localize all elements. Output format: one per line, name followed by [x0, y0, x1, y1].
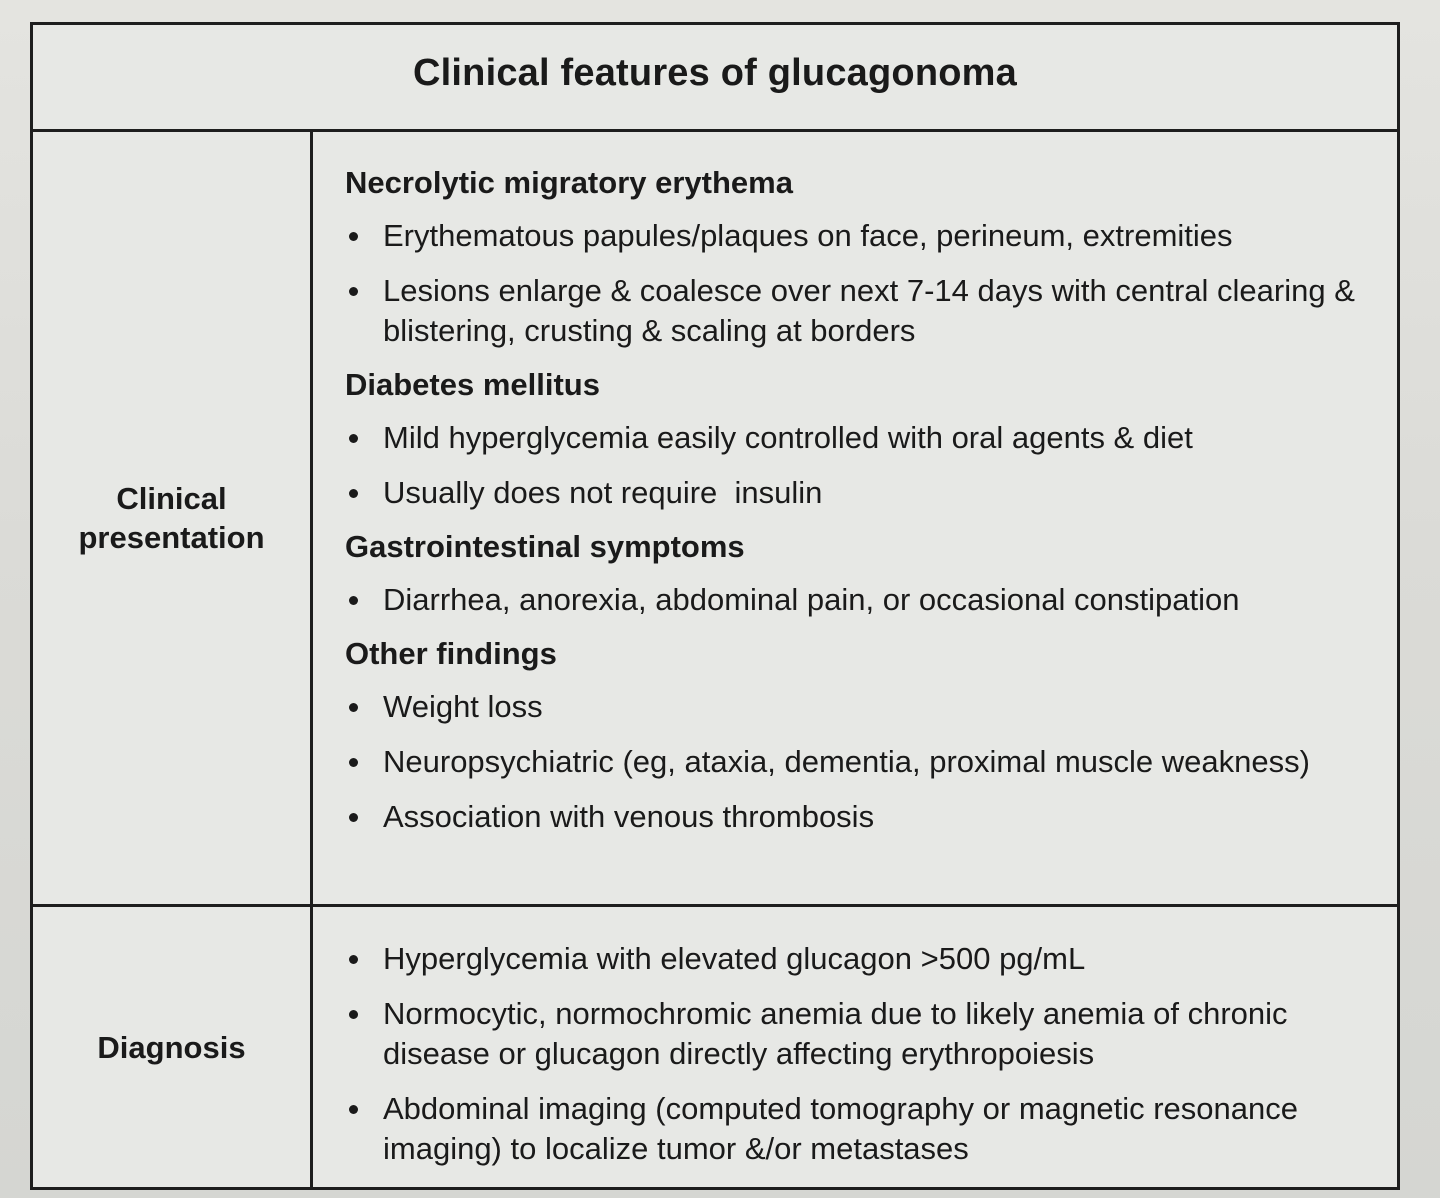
bullet-icon — [349, 1105, 358, 1114]
bullet-icon — [349, 596, 358, 605]
list-item-text: Weight loss — [383, 689, 543, 724]
list-item-text: Association with venous thrombosis — [383, 799, 875, 834]
table-title-row — [33, 25, 1397, 132]
bullet-icon — [349, 287, 358, 296]
diabetes-mellitus-list — [345, 418, 1377, 513]
list-item — [345, 994, 1377, 1074]
list-item — [345, 1089, 1377, 1169]
section-heading-other-findings: Other findings — [345, 636, 557, 671]
diagnosis-list — [345, 939, 1377, 1169]
list-item — [345, 216, 1377, 256]
list-item — [345, 473, 1377, 513]
clinical-presentation-row — [33, 132, 1397, 907]
diagnosis-content — [313, 907, 1397, 1187]
glucagonoma-table — [30, 22, 1400, 1190]
bullet-icon — [349, 1010, 358, 1019]
list-item — [345, 418, 1377, 458]
section-heading-gastrointestinal-symptoms: Gastrointestinal symptoms — [345, 529, 745, 564]
list-item-text: Hyperglycemia with elevated glucagon >500 pg/mL — [383, 941, 1086, 976]
list-item-text: Normocytic, normochromic anemia due to likely anemia of chronic disease or glucagon directly affecting erythropoiesis — [383, 996, 1288, 1071]
list-item-text: Neuropsychiatric (eg, ataxia, dementia, proximal muscle weakness) — [383, 744, 1310, 779]
list-item-text: Mild hyperglycemia easily controlled with oral agents & diet — [383, 420, 1193, 455]
other-findings-list — [345, 687, 1377, 837]
bullet-icon — [349, 434, 358, 443]
diagnosis-label: Diagnosis — [97, 1029, 246, 1065]
clinical-presentation-content — [313, 132, 1397, 904]
bullet-icon — [349, 758, 358, 767]
gastrointestinal-symptoms-list — [345, 580, 1377, 620]
list-item — [345, 797, 1377, 837]
bullet-icon — [349, 703, 358, 712]
list-item-text: Abdominal imaging (computed tomography or magnetic resonance imaging) to localize tumor &/or metastases — [383, 1091, 1298, 1166]
list-item-text: Usually does not require insulin — [383, 475, 823, 510]
list-item — [345, 939, 1377, 979]
bullet-icon — [349, 232, 358, 241]
necrolytic-migratory-erythema-list — [345, 216, 1377, 351]
bullet-icon — [349, 489, 358, 498]
table-title: Clinical features of glucagonoma — [413, 51, 1017, 94]
clinical-presentation-label: Clinical presentation — [78, 481, 265, 555]
clinical-presentation-label-cell — [33, 132, 313, 904]
list-item-text: Erythematous papules/plaques on face, perineum, extremities — [383, 218, 1233, 253]
list-item — [345, 687, 1377, 727]
list-item — [345, 580, 1377, 620]
list-item — [345, 271, 1377, 351]
section-heading-necrolytic-migratory-erythema: Necrolytic migratory erythema — [345, 165, 793, 200]
bullet-icon — [349, 955, 358, 964]
list-item-text: Lesions enlarge & coalesce over next 7-14 days with central clearing & blistering, crusting & scaling at borders — [383, 273, 1355, 348]
list-item — [345, 742, 1377, 782]
section-heading-diabetes-mellitus: Diabetes mellitus — [345, 367, 600, 402]
diagnosis-label-cell — [33, 907, 313, 1187]
bullet-icon — [349, 813, 358, 822]
diagnosis-row — [33, 907, 1397, 1187]
list-item-text: Diarrhea, anorexia, abdominal pain, or occasional constipation — [383, 582, 1240, 617]
